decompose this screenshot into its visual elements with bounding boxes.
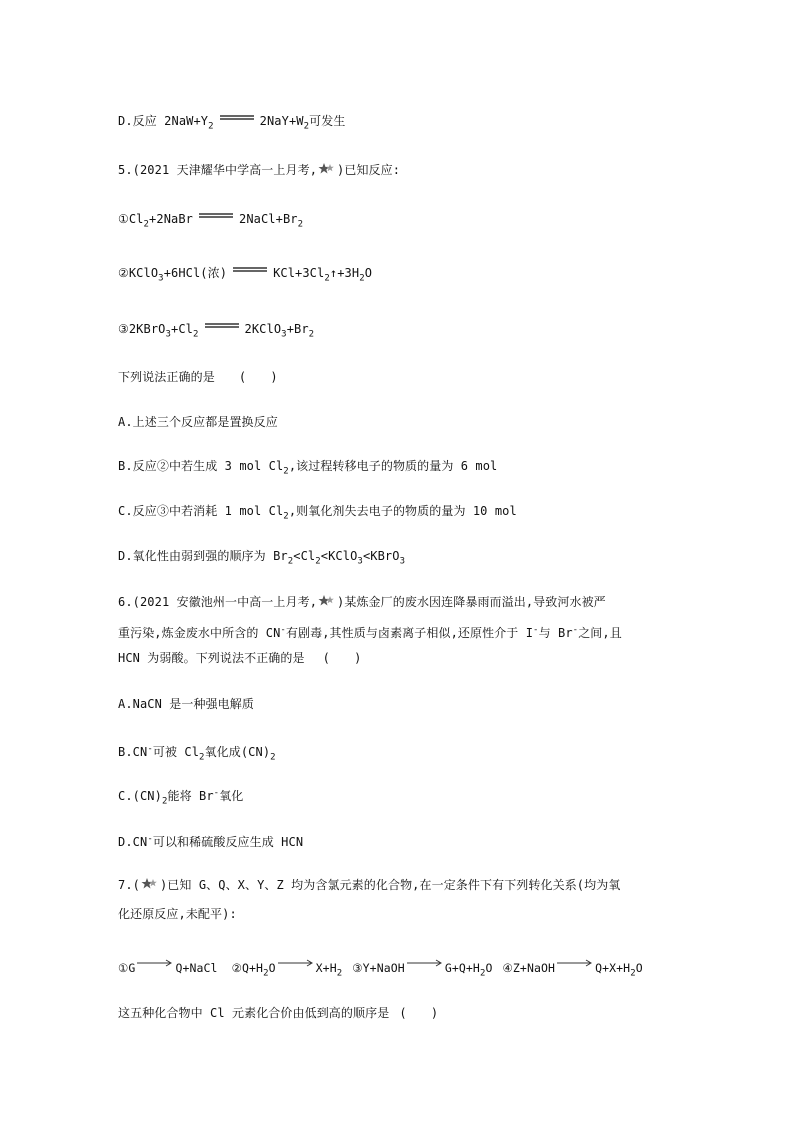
right-arrow-icon xyxy=(407,958,443,968)
right-arrow-icon xyxy=(137,958,173,968)
equals-sign-icon xyxy=(199,213,233,218)
answer-blank: ( ) xyxy=(399,1006,439,1020)
difficulty-star-icon xyxy=(141,877,159,891)
answer-blank: ( ) xyxy=(322,651,362,665)
reaction-2: ②KClO$_3$+6HCl(浓) $KCl+3Cl_2↑+3H_2O$ xyxy=(118,266,373,284)
q7-stem: 这五种化合物中 Cl 元素化合价由低到高的顺序是 ( ) xyxy=(118,1006,439,1020)
q6-line-3: HCN 为弱酸。下列说法不正确的是 ( ) xyxy=(118,651,362,665)
q5-option-d: D.氧化性由弱到强的顺序为 $Br_2<Cl_2<KClO_3<KBrO_3$ xyxy=(118,549,406,567)
q6-option-b: B.CN-可被 $Cl_2$氧化成$(CN)_2$ xyxy=(118,744,276,763)
reaction-3: $③2KBrO_3+Cl_2$ $2KClO_3+Br_2$ xyxy=(118,322,315,340)
equals-sign-icon xyxy=(205,323,239,328)
difficulty-star-icon xyxy=(318,162,336,176)
q5-header: 5.(2021 天津耀华中学高一上月考, )已知反应: xyxy=(118,163,401,177)
q6-header: 6.(2021 安徽池州一中高一上月考, )某炼金厂的废水因连降暴雨而溢出,导致河水被严 xyxy=(118,595,606,609)
q5-option-b: B.反应②中若生成 3 mol $Cl_2$,该过程转移电子的物质的量为 6 mol xyxy=(118,459,498,477)
q5-stem: 下列说法正确的是 ( ) xyxy=(118,370,278,384)
answer-blank: ( ) xyxy=(238,370,278,384)
equals-sign-icon xyxy=(220,115,254,120)
equals-sign-icon xyxy=(233,267,267,272)
difficulty-star-icon xyxy=(318,594,336,608)
right-arrow-icon xyxy=(557,958,593,968)
q5-option-a: A.上述三个反应都是置换反应 xyxy=(118,415,278,429)
q4-option-d: D.反应 $2NaW+Y_2$ $2NaY+W_2$可发生 xyxy=(118,114,346,132)
q7-transformations: ①G Q+NaCl $②Q+H_2O$ $X+H_2$ ③Y+NaOH $G+Q+H_2O$ ④Z+NaOH $Q+X+H_2O$ xyxy=(118,958,643,982)
q5-option-c: C.反应③中若消耗 1 mol $Cl_2$,则氧化剂失去电子的物质的量为 10 mol xyxy=(118,504,517,522)
q6-line-2: 重污染,炼金废水中所含的 CN-有剧毒,其性质与卤素离子相似,还原性介于 I-与 Br-之间,且 xyxy=(118,625,622,640)
reaction-1: $①Cl_2+2NaBr$ $2NaCl+Br_2$ xyxy=(118,212,304,230)
q7-header: 7.( )已知 G、Q、X、Y、Z 均为含氯元素的化合物,在一定条件下有下列转化关系(均为氧 xyxy=(118,878,621,892)
q7-line-2: 化还原反应,未配平): xyxy=(118,907,237,921)
right-arrow-icon xyxy=(278,958,314,968)
q6-option-c: $C.(CN)_2$能将 Br-氧化 xyxy=(118,788,244,807)
q6-option-a: A.NaCN 是一种强电解质 xyxy=(118,697,254,711)
q6-option-d: D.CN-可以和稀硫酸反应生成 HCN xyxy=(118,834,304,849)
